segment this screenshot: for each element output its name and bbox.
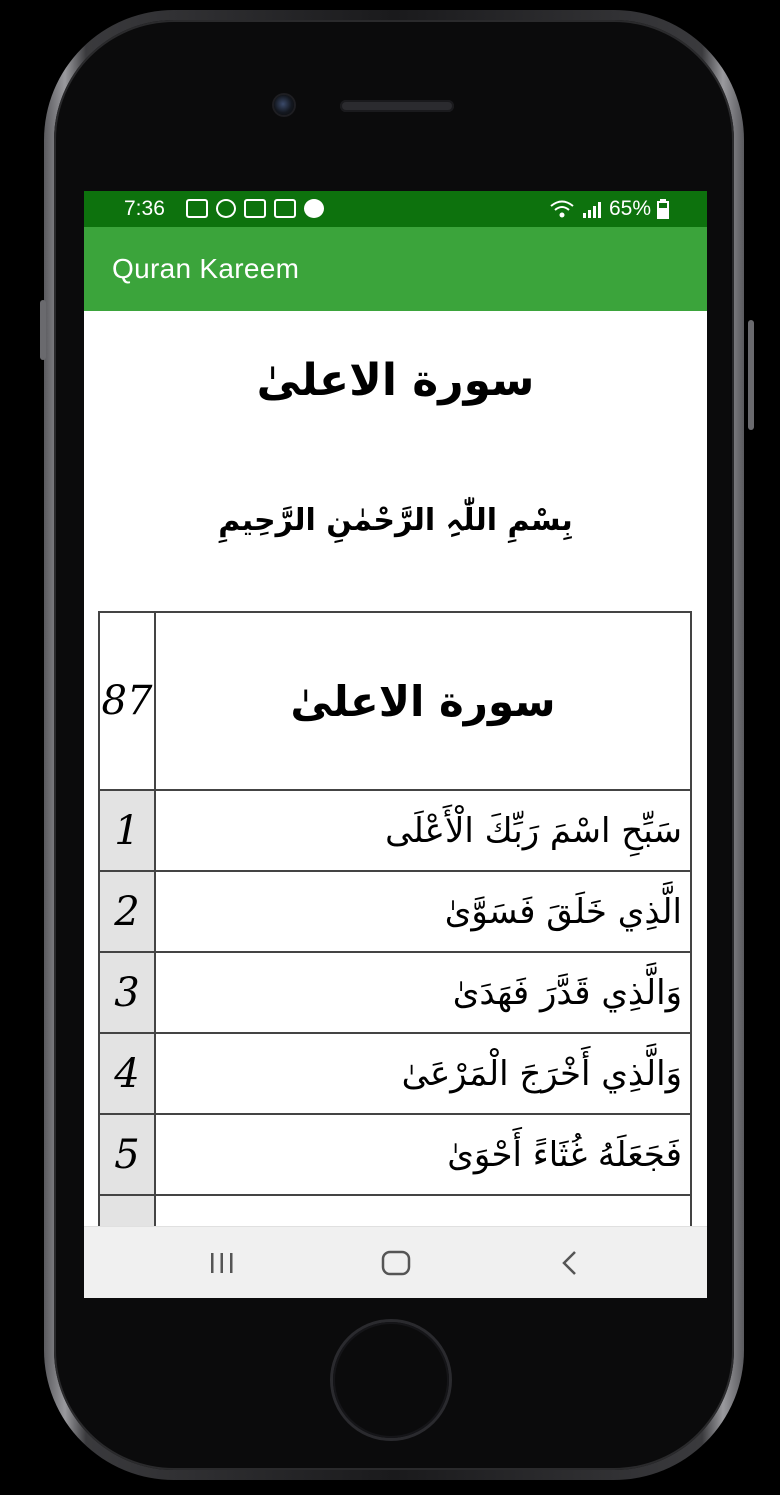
dex-notification-icon xyxy=(304,199,324,218)
screen xyxy=(84,191,707,1298)
verse-number-partial xyxy=(99,1195,155,1226)
earpiece-speaker xyxy=(340,100,454,112)
app-title: Quran Kareem xyxy=(112,253,300,284)
front-camera xyxy=(274,95,294,115)
verse-number: 1 xyxy=(99,790,155,871)
battery-icon xyxy=(657,199,669,219)
back-icon[interactable] xyxy=(550,1245,590,1281)
mosque-notification-icon xyxy=(186,199,208,218)
verse-text: سَبِّحِ اسْمَ رَبِّكَ الْأَعْلَى xyxy=(155,790,691,871)
verse-number: 3 xyxy=(99,952,155,1033)
phone-home-button[interactable] xyxy=(333,1322,449,1438)
app-bar xyxy=(84,227,707,311)
status-right xyxy=(549,197,669,221)
mosque-notification-icon-2 xyxy=(244,199,266,218)
table-surah-title: سورة الاعلیٰ xyxy=(155,612,691,790)
recent-apps-icon[interactable] xyxy=(202,1245,242,1281)
verse-text: وَالَّذِي أَخْرَجَ الْمَرْعَىٰ xyxy=(155,1033,691,1114)
chat-notification-icon xyxy=(216,199,236,218)
phone-side-button-left xyxy=(40,300,46,360)
surah-content[interactable] xyxy=(84,311,707,1226)
table-row-partial[interactable] xyxy=(99,1195,691,1226)
table-row[interactable] xyxy=(99,871,691,952)
table-header-row xyxy=(99,612,691,790)
battery-percent: 65% xyxy=(608,197,651,220)
verse-number: 5 xyxy=(99,1114,155,1195)
verse-table xyxy=(98,611,692,1226)
notification-icons xyxy=(186,199,324,218)
bismillah: بِسْمِ اللّٰہِ الرَّحْمٰنِ الرَّحِيمِ xyxy=(218,503,573,538)
verse-text: فَجَعَلَهُ غُثَاءً أَحْوَىٰ xyxy=(155,1114,691,1195)
navigation-bar xyxy=(84,1226,707,1298)
signal-icon xyxy=(581,200,603,218)
status-time: 7:36 xyxy=(124,197,165,220)
verse-text: وَالَّذِي قَدَّرَ فَهَدَىٰ xyxy=(155,952,691,1033)
surah-number: 87 xyxy=(99,612,155,790)
verse-number: 4 xyxy=(99,1033,155,1114)
home-icon[interactable] xyxy=(376,1245,416,1281)
table-row[interactable] xyxy=(99,1033,691,1114)
status-bar xyxy=(84,191,707,227)
table-row[interactable] xyxy=(99,1114,691,1195)
wifi-icon xyxy=(549,199,575,219)
surah-heading: سورة الاعلیٰ xyxy=(256,355,535,406)
table-row[interactable] xyxy=(99,952,691,1033)
verse-text: الَّذِي خَلَقَ فَسَوَّىٰ xyxy=(155,871,691,952)
table-row[interactable] xyxy=(99,790,691,871)
phone-side-button xyxy=(748,320,754,430)
verse-number: 2 xyxy=(99,871,155,952)
verse-text-partial xyxy=(155,1195,691,1226)
image-notification-icon xyxy=(274,199,296,218)
